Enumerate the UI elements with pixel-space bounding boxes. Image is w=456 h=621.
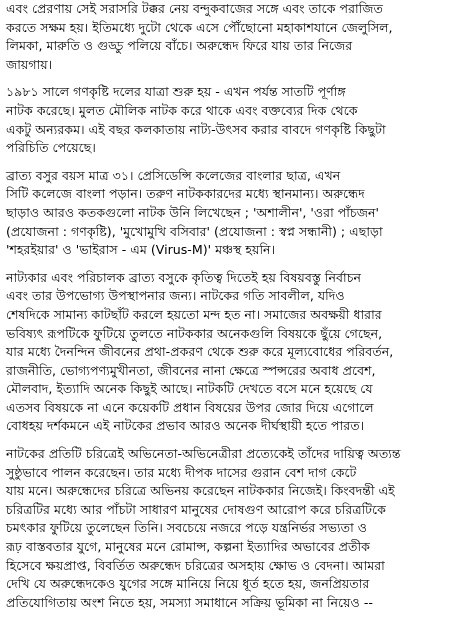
paragraph-story-ending: এবং প্রেরণায় সেই সরাসরি টক্কর নেয় বন্দুকবাজের সঙ্গে এবং তাকে পরাজিত করতে সক্ষম হয়। ইতিমধ্যে দুটো থেকে এসে পৌঁছোনো মহাকাশযানে জেলুসিল, লিমকা, মারুতি ও গুড্ডু পলিয়ে বাঁচে। অরুন্ধেদ ফিরে যায় তার নিজের জায়গায়। (6, 1, 393, 72)
paragraph-group-history: ১৯৮১ সালে গণকৃষ্টি দলের যাত্রা শুরু হয় - এখন পর্যন্ত সাতটি পূর্ণাঙ্গ নাটক করেছে। মুলত মৌলিক নাটক করে থাকে এবং বক্তব্যের দিক থেকে একটু অন্যরকম। এই বছর কলকাতায় নাট্য-উৎসব করার বাবদে গণকৃষ্টি কিছুটা পরিচিতি পেয়েছে। (6, 84, 386, 156)
paragraph-direction-review: নাট্যকার এবং পরিচালক ব্রাত্য বসুকে কৃতিত্ব দিতেই হয় বিষয়বস্তু নির্বাচন এবং তার উপভোগ্য উপস্থাপনার জন্য। নাটকের গতি সাবলীল, যদিও শেষদিকে সামান্য কাটছাঁট করলে হয়তো মন্দ হত না। সমাজের অবক্ষয়ী ধারার ভবিষ্যৎ রূপটিকে ফুটিয়ে তুলতে নাটককার অনেকগুলি বিষয়কে ছুঁয়ে গেছেন, যার মধ্যে দৈনন্দিন জীবনের প্রথা-প্রকরণ থেকে শুরু করে মূল্যবোধের পরিবর্তন, রাজনীতি, ভোগ্যপণ্যমুখীনতা, জীবনের নানা ক্ষেত্রে স্পন্সরের অবাধ প্রবেশ, মৌলবাদ, ইত্যাদি অনেক কিছুই আছে। নাটকটি দেখতে বসে মনে হয়েছে যে এতসব বিষয়কে না এনে কয়েকটি প্রধান বিষয়ের উপর জোর দিয়ে এগোলে বোধহয় দর্শকমনে এই নাটকের প্রভাব আরও অনেক দীর্ঘস্থায়ী হতে পারত। (6, 269, 394, 434)
paragraph-author-bio: ব্রাত্য বসুর বয়স মাত্র ৩১। প্রেসিডেন্সি কলেজের বাংলার ছাত্র, এখন সিটি কলেজে বাংলা পড়ান। তরুণ নাটককারদের মধ্যে স্থানমান্য। অরুন্ধেদ ছাড়াও আরও কতকগুলো নাটক উনি লিখেছেন ; 'অশালীন', 'ওরা পাঁচজন' (প্রযোজনা : গণকৃষ্টি), 'মুখোমুখি বসিবার' (প্রযোজনা : স্বপ্ন সন্ধানী) ; এছাড়া 'শহরইয়ার' ও 'ভাইরাস - এম (Virus-M)' মঞ্চস্থ হয়নি। (6, 167, 383, 258)
paragraph-acting-review: নাটকের প্রতিটি চরিত্রেই অভিনেতা-অভিনেত্রীরা প্রত্যেকেই তাঁদের দায়িত্ব অত্যন্ত সুষ্ঠুভাবে পালন করেছেন। তার মধ্যে দীপক দাসের গুরান বেশ দাগ কেটে যায় মনে। অরুন্ধেদের চরিত্রে অভিনয় করেছেন নাটককার নিজেই। কিংবদন্তী এই চরিত্রটির মধ্যে আর পাঁচটা সাধারণ মানুষের দোষগুণ আরোপ করে চরিত্রটিকে চমৎকার ফুটিয়ে তুলেছেন তিনি। সবচেয়ে নজরে পড়ে যন্ত্রনির্ভর সভ্যতা ও রূঢ় বাস্তবতার যুগে, মানুষের মনে রোমান্স, কল্পনা ইত্যাদির অভাবের প্রতীক হিসেবে ক্ষয়প্রাপ্ত, বিবর্তিত অরুন্ধেদ চরিত্রের অসহায় ক্ষোভ ও বেদনা। আমরা দেখি যে অরুন্ধেদকেও যুগের সঙ্গে মানিয়ে নিয়ে ধূর্ত হতে হয়, জনপ্রিয়তার প্রতিযোগিতায় অংশ নিতে হয়, সমস্যা সমাধানে সক্রিয় ভূমিকা না নিয়েও -- (6, 446, 401, 610)
